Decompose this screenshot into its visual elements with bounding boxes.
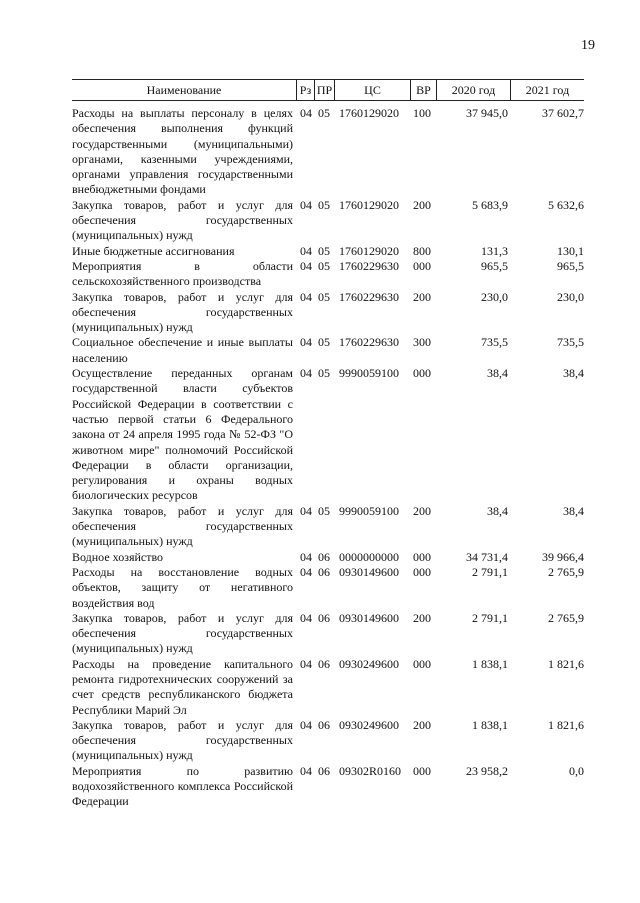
row-pr: 05: [318, 243, 330, 258]
row-value-2020: 965,5: [481, 258, 508, 273]
row-value-2020: 38,4: [487, 503, 508, 518]
row-value-2021: 1 821,6: [548, 717, 584, 732]
row-value-2020: 34 731,4: [466, 549, 508, 564]
row-pr: 06: [318, 656, 330, 671]
row-vr: 000: [413, 763, 431, 778]
row-name: Мероприятия по развитию водохозяйственного комплекса Российской Федерации: [72, 763, 293, 809]
header-pr: ПР: [314, 80, 334, 100]
row-vr: 300: [413, 335, 431, 350]
row-vr: 200: [413, 717, 431, 732]
row-rz: 04: [300, 243, 312, 258]
row-pr: 06: [318, 717, 330, 732]
row-name: Осуществление переданных органам государственной власти субъектов Российской Федерации в соответствии с частью первой статьи 6 Федерального закона от 24 апреля 1995 года № 52-ФЗ "О животном мире" полномочий Российской Федерации в области организации, регулирования и охраны водных биологических ресурсов: [72, 366, 293, 503]
table-body: [72, 106, 584, 810]
row-cs: 9990059100: [339, 503, 399, 518]
row-rz: 04: [300, 656, 312, 671]
table-header: [72, 79, 584, 101]
row-value-2020: 5 683,9: [472, 197, 508, 212]
row-pr: 06: [318, 763, 330, 778]
row-value-2021: 38,4: [563, 503, 584, 518]
table-row: [72, 657, 584, 718]
row-value-2021: 39 966,4: [542, 549, 584, 564]
table-row: [72, 244, 584, 259]
row-rz: 04: [300, 763, 312, 778]
header-vr: ВР: [410, 80, 436, 100]
row-pr: 05: [318, 335, 330, 350]
row-value-2021: 230,0: [557, 289, 584, 304]
row-cs: 1760229630: [339, 335, 399, 350]
row-value-2021: 965,5: [557, 258, 584, 273]
table-row: [72, 718, 584, 764]
row-value-2021: 2 765,9: [548, 564, 584, 579]
row-name: Закупка товаров, работ и услуг для обеспечения государственных (муниципальных) нужд: [72, 717, 293, 763]
table-row: [72, 259, 584, 290]
row-name: Расходы на восстановление водных объектов, защиту от негативного воздействия вод: [72, 564, 293, 610]
row-value-2021: 38,4: [563, 366, 584, 381]
row-name: Закупка товаров, работ и услуг для обеспечения государственных (муниципальных) нужд: [72, 197, 293, 243]
row-rz: 04: [300, 258, 312, 273]
row-cs: 9990059100: [339, 366, 399, 381]
row-cs: 0930149600: [339, 610, 399, 625]
row-pr: 05: [318, 366, 330, 381]
row-rz: 04: [300, 503, 312, 518]
row-vr: 000: [413, 549, 431, 564]
row-cs: 0000000000: [339, 549, 399, 564]
row-value-2020: 37 945,0: [466, 106, 508, 120]
row-rz: 04: [300, 366, 312, 381]
row-name: Расходы на проведение капитального ремонта гидротехнических сооружений за счет средств республиканского бюджета Республики Марий Эл: [72, 656, 293, 717]
page-number: 19: [581, 38, 595, 53]
row-vr: 800: [413, 243, 431, 258]
row-value-2020: 1 838,1: [472, 717, 508, 732]
row-vr: 200: [413, 503, 431, 518]
row-name: Иные бюджетные ассигнования: [72, 243, 235, 258]
row-name: Закупка товаров, работ и услуг для обеспечения государственных (муниципальных) нужд: [72, 503, 293, 549]
table-row: [72, 565, 584, 611]
header-cs: ЦС: [334, 80, 410, 100]
row-value-2020: 23 958,2: [466, 763, 508, 778]
row-value-2020: 735,5: [481, 335, 508, 350]
row-pr: 06: [318, 564, 330, 579]
row-cs: 0930249600: [339, 656, 399, 671]
header-name: Наименование: [146, 83, 222, 97]
row-value-2020: 2 791,1: [472, 564, 508, 579]
row-rz: 04: [300, 289, 312, 304]
row-value-2021: 735,5: [557, 335, 584, 350]
row-name: Социальное обеспечение и иные выплаты населению: [72, 335, 293, 365]
header-rz: Рз: [296, 80, 314, 100]
row-pr: 06: [318, 549, 330, 564]
row-rz: 04: [300, 106, 312, 120]
header-2021: 2021 год: [510, 80, 584, 100]
table-row: [72, 198, 584, 244]
row-value-2021: 130,1: [557, 243, 584, 258]
row-name: Водное хозяйство: [72, 549, 164, 564]
table-row: [72, 106, 584, 198]
row-rz: 04: [300, 549, 312, 564]
row-cs: 1760229630: [339, 289, 399, 304]
row-rz: 04: [300, 610, 312, 625]
table-row: [72, 611, 584, 657]
row-vr: 000: [413, 656, 431, 671]
row-vr: 100: [413, 106, 431, 120]
table-row: [72, 366, 584, 504]
row-cs: 09302R0160: [339, 763, 402, 778]
table-row: [72, 504, 584, 550]
row-value-2020: 2 791,1: [472, 610, 508, 625]
row-pr: 05: [318, 503, 330, 518]
row-value-2021: 37 602,7: [542, 106, 584, 120]
row-vr: 000: [413, 366, 431, 381]
row-pr: 05: [318, 289, 330, 304]
row-vr: 200: [413, 197, 431, 212]
row-value-2021: 1 821,6: [548, 656, 584, 671]
row-rz: 04: [300, 335, 312, 350]
row-value-2021: 0,0: [569, 763, 584, 778]
row-rz: 04: [300, 717, 312, 732]
table-row: [72, 550, 584, 565]
row-pr: 05: [318, 258, 330, 273]
row-pr: 05: [318, 197, 330, 212]
row-vr: 000: [413, 564, 431, 579]
row-value-2021: 2 765,9: [548, 610, 584, 625]
row-cs: 0930149600: [339, 564, 399, 579]
row-name: Закупка товаров, работ и услуг для обеспечения государственных (муниципальных) нужд: [72, 289, 293, 335]
row-cs: 1760129020: [339, 106, 399, 120]
row-name: Закупка товаров, работ и услуг для обеспечения государственных (муниципальных) нужд: [72, 610, 293, 656]
row-rz: 04: [300, 564, 312, 579]
table-row: [72, 335, 584, 366]
row-value-2020: 230,0: [481, 289, 508, 304]
row-cs: 1760129020: [339, 243, 399, 258]
row-vr: 200: [413, 289, 431, 304]
row-cs: 1760229630: [339, 258, 399, 273]
row-cs: 1760129020: [339, 197, 399, 212]
table-row: [72, 764, 584, 810]
table-row: [72, 290, 584, 336]
header-2020: 2020 год: [436, 80, 510, 100]
row-vr: 000: [413, 258, 431, 273]
row-pr: 06: [318, 610, 330, 625]
row-value-2020: 1 838,1: [472, 656, 508, 671]
row-vr: 200: [413, 610, 431, 625]
row-name: Мероприятия в области сельскохозяйственного производства: [72, 258, 293, 289]
row-value-2021: 5 632,6: [548, 197, 584, 212]
row-value-2020: 131,3: [481, 243, 508, 258]
row-cs: 0930249600: [339, 717, 399, 732]
row-name: Расходы на выплаты персоналу в целях обеспечения выполнения функций государственными (муниципальными) органами, казенными учреждениями, органами управления государственными внебюджетными фондами: [72, 106, 293, 197]
row-pr: 05: [318, 106, 330, 120]
row-value-2020: 38,4: [487, 366, 508, 381]
row-rz: 04: [300, 197, 312, 212]
